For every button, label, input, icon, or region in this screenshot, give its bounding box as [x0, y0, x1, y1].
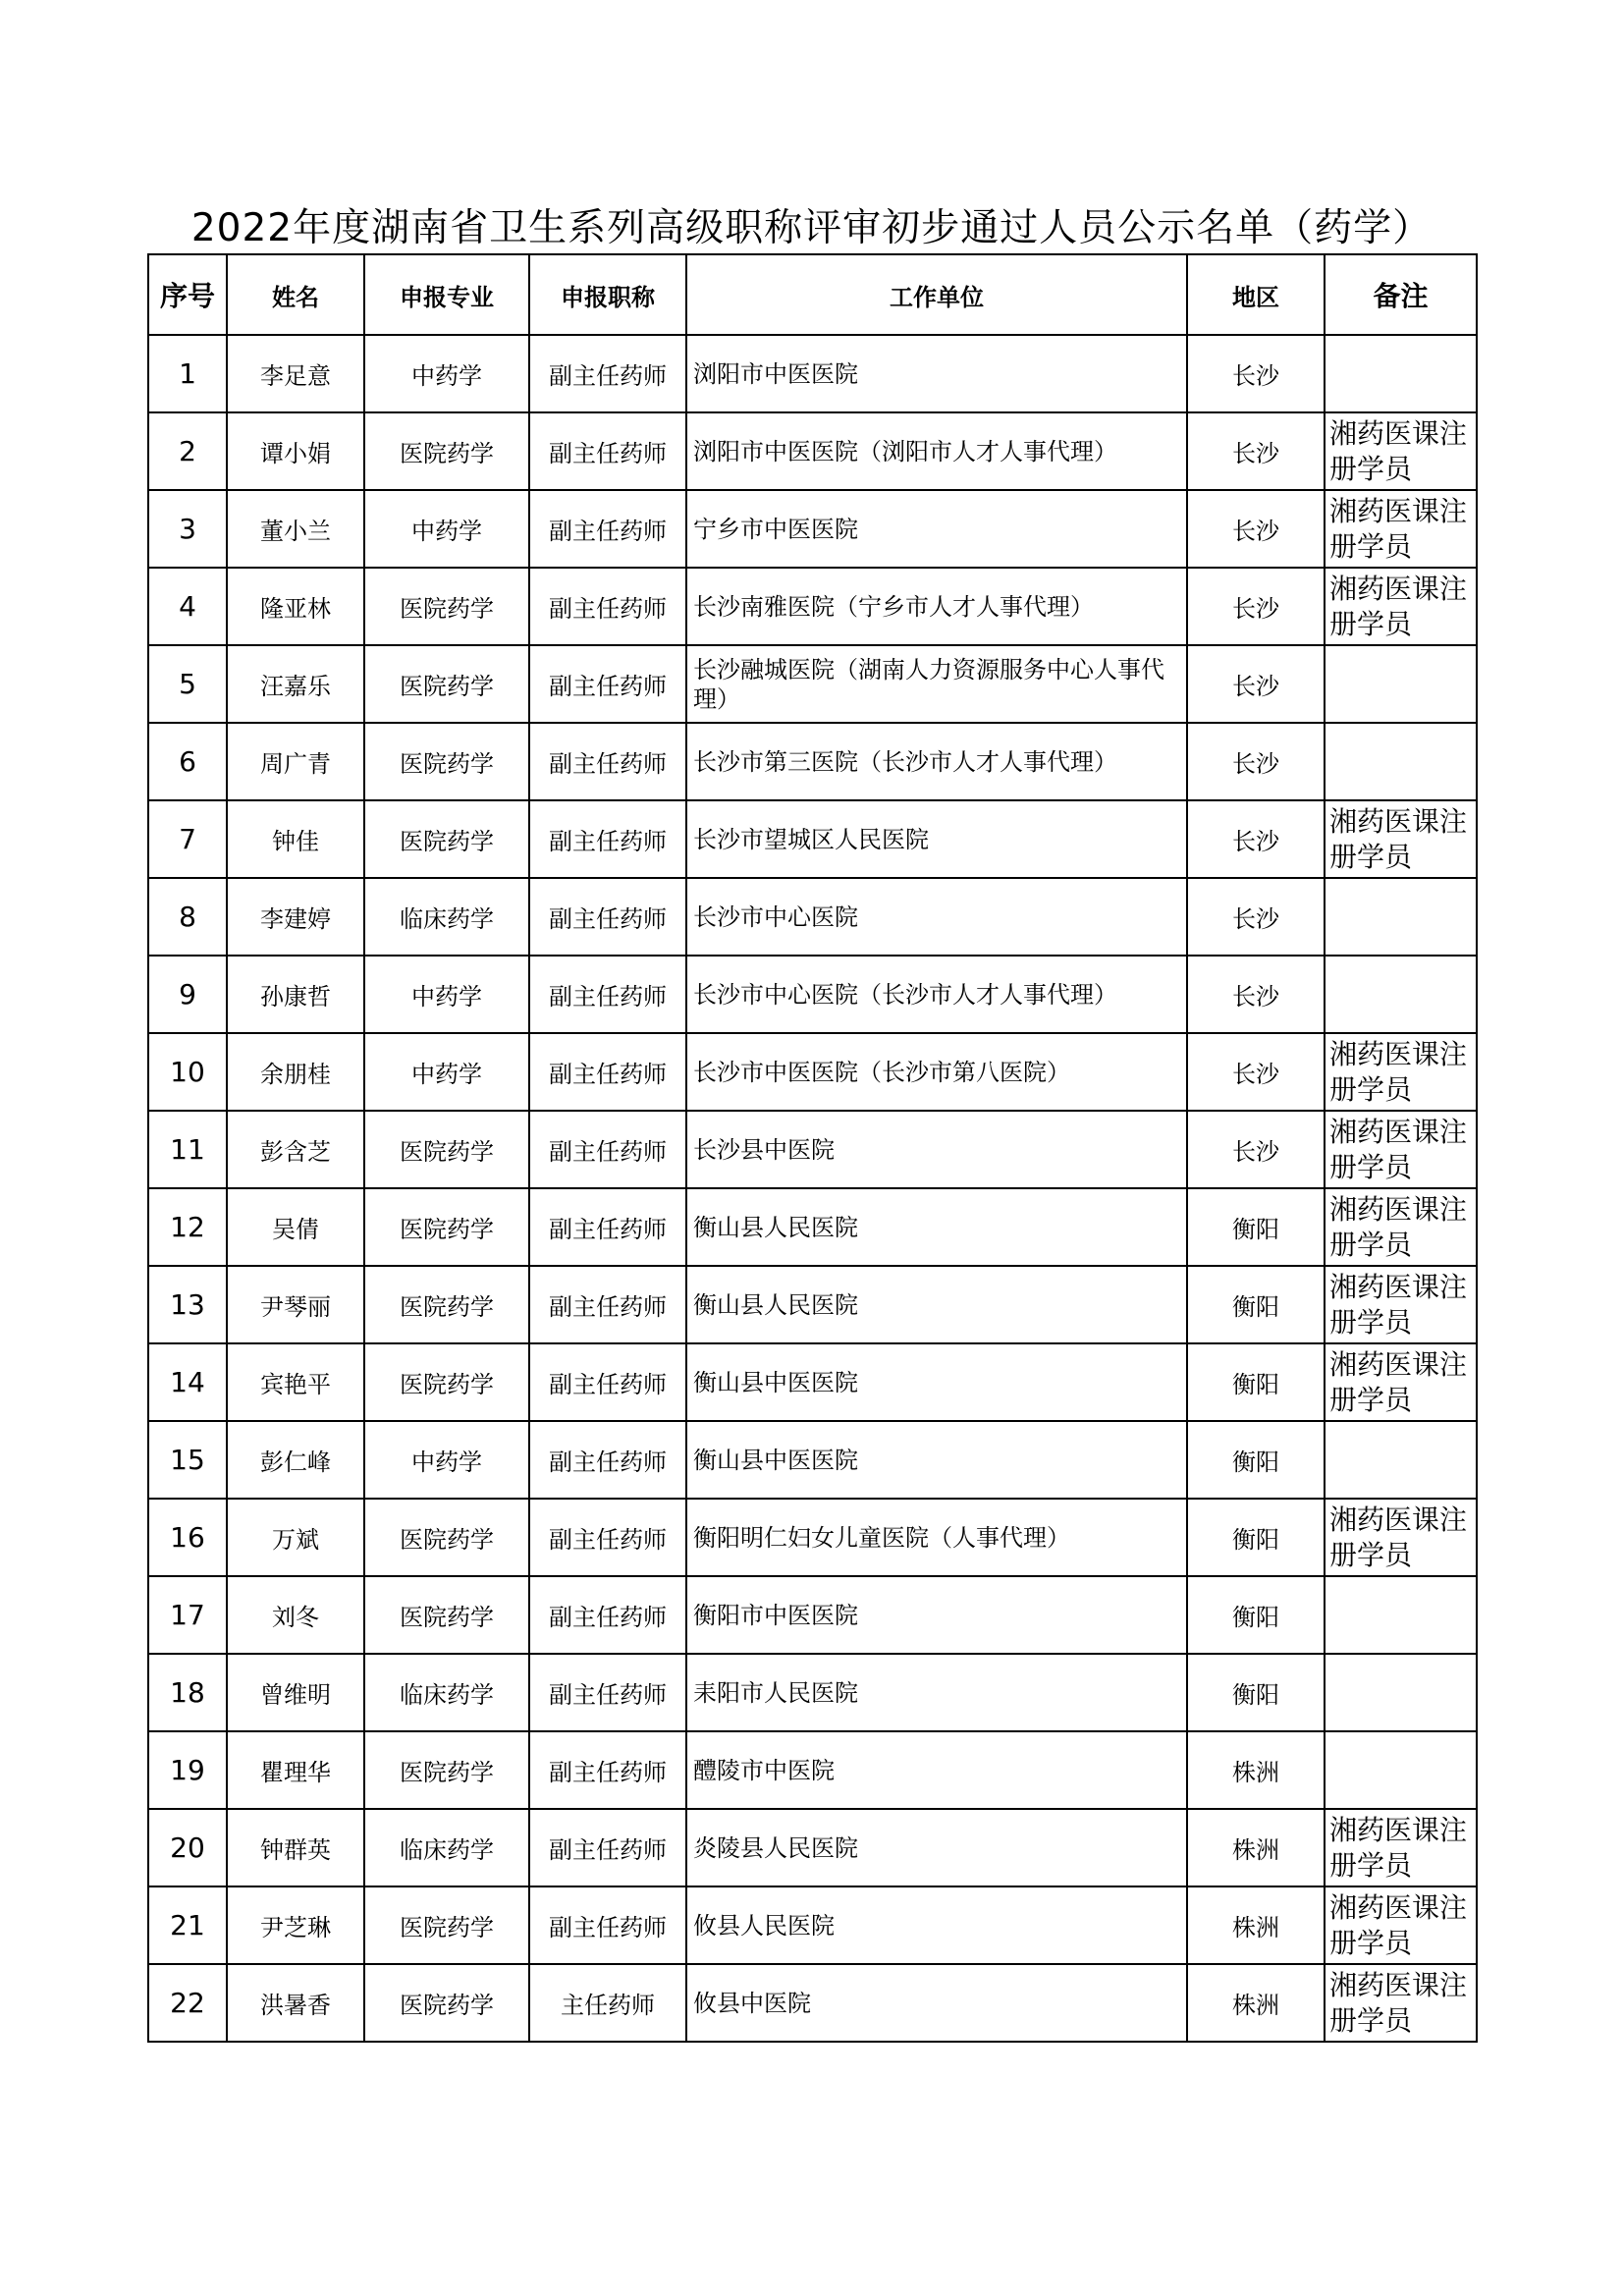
cell-specialty: 临床药学: [364, 1654, 529, 1731]
cell-region: 株洲: [1187, 1886, 1325, 1964]
cell-title: 副主任药师: [529, 1266, 686, 1343]
cell-remark: 湘药医课注册学员: [1325, 1188, 1477, 1266]
cell-remark: 湘药医课注册学员: [1325, 1499, 1477, 1576]
cell-specialty: 医院药学: [364, 645, 529, 723]
cell-region: 衡阳: [1187, 1266, 1325, 1343]
cell-name: 董小兰: [227, 490, 364, 568]
table-row: [148, 1266, 1477, 1343]
cell-title: 副主任药师: [529, 1576, 686, 1654]
cell-unit: 醴陵市中医院: [686, 1731, 1187, 1809]
cell-name: 钟佳: [227, 800, 364, 878]
cell-name: 李足意: [227, 335, 364, 412]
cell-seq: 12: [148, 1188, 227, 1266]
cell-specialty: 医院药学: [364, 412, 529, 490]
cell-seq: 10: [148, 1033, 227, 1111]
cell-region: 长沙: [1187, 1111, 1325, 1188]
cell-name: 洪暑香: [227, 1964, 364, 2042]
table-row: [148, 1809, 1477, 1886]
cell-remark: 湘药医课注册学员: [1325, 1809, 1477, 1886]
cell-region: 衡阳: [1187, 1421, 1325, 1499]
cell-region: 长沙: [1187, 1033, 1325, 1111]
cell-remark: [1325, 335, 1477, 412]
cell-seq: 2: [148, 412, 227, 490]
table-row: [148, 1964, 1477, 2042]
cell-name: 李建婷: [227, 878, 364, 956]
cell-unit: 衡山县中医医院: [686, 1421, 1187, 1499]
cell-region: 株洲: [1187, 1964, 1325, 2042]
cell-name: 瞿理华: [227, 1731, 364, 1809]
cell-remark: 湘药医课注册学员: [1325, 800, 1477, 878]
cell-unit: 长沙市第三医院（长沙市人才人事代理）: [686, 723, 1187, 800]
cell-unit: 攸县中医院: [686, 1964, 1187, 2042]
cell-region: 长沙: [1187, 878, 1325, 956]
cell-region: 衡阳: [1187, 1343, 1325, 1421]
cell-title: 副主任药师: [529, 956, 686, 1033]
cell-name: 刘冬: [227, 1576, 364, 1654]
cell-title: 副主任药师: [529, 1499, 686, 1576]
cell-region: 长沙: [1187, 412, 1325, 490]
cell-remark: [1325, 645, 1477, 723]
cell-seq: 16: [148, 1499, 227, 1576]
page-title: 2022年度湖南省卫生系列高级职称评审初步通过人员公示名单（药学）: [190, 206, 1433, 250]
cell-name: 万斌: [227, 1499, 364, 1576]
cell-title: 副主任药师: [529, 1343, 686, 1421]
cell-unit: 耒阳市人民医院: [686, 1654, 1187, 1731]
table-row: [148, 490, 1477, 568]
cell-title: 副主任药师: [529, 878, 686, 956]
cell-specialty: 中药学: [364, 490, 529, 568]
cell-title: 副主任药师: [529, 1421, 686, 1499]
cell-unit: 长沙市中医医院（长沙市第八医院）: [686, 1033, 1187, 1111]
table-row: [148, 956, 1477, 1033]
cell-unit: 衡山县中医医院: [686, 1343, 1187, 1421]
header-unit: 工作单位: [686, 254, 1187, 335]
cell-region: 衡阳: [1187, 1576, 1325, 1654]
cell-specialty: 医院药学: [364, 1499, 529, 1576]
cell-specialty: 医院药学: [364, 1964, 529, 2042]
cell-title: 副主任药师: [529, 490, 686, 568]
cell-seq: 3: [148, 490, 227, 568]
cell-title: 副主任药师: [529, 645, 686, 723]
cell-specialty: 医院药学: [364, 1731, 529, 1809]
cell-title: 副主任药师: [529, 1033, 686, 1111]
cell-specialty: 临床药学: [364, 1809, 529, 1886]
cell-title: 副主任药师: [529, 1731, 686, 1809]
cell-region: 长沙: [1187, 335, 1325, 412]
cell-remark: 湘药医课注册学员: [1325, 412, 1477, 490]
cell-specialty: 医院药学: [364, 723, 529, 800]
cell-remark: 湘药医课注册学员: [1325, 1886, 1477, 1964]
cell-seq: 4: [148, 568, 227, 645]
header-remark: 备注: [1325, 254, 1477, 335]
cell-unit: 长沙市中心医院（长沙市人才人事代理）: [686, 956, 1187, 1033]
cell-remark: 湘药医课注册学员: [1325, 1111, 1477, 1188]
table-row: [148, 1499, 1477, 1576]
cell-seq: 14: [148, 1343, 227, 1421]
cell-seq: 5: [148, 645, 227, 723]
header-seq: 序号: [148, 254, 227, 335]
cell-seq: 9: [148, 956, 227, 1033]
cell-unit: 衡山县人民医院: [686, 1266, 1187, 1343]
cell-specialty: 医院药学: [364, 1343, 529, 1421]
cell-region: 衡阳: [1187, 1188, 1325, 1266]
cell-seq: 7: [148, 800, 227, 878]
cell-remark: [1325, 1421, 1477, 1499]
cell-title: 副主任药师: [529, 723, 686, 800]
cell-region: 衡阳: [1187, 1499, 1325, 1576]
cell-title: 副主任药师: [529, 1188, 686, 1266]
cell-unit: 长沙市中心医院: [686, 878, 1187, 956]
cell-remark: 湘药医课注册学员: [1325, 490, 1477, 568]
header-title: 申报职称: [529, 254, 686, 335]
header-specialty: 申报专业: [364, 254, 529, 335]
cell-title: 副主任药师: [529, 1809, 686, 1886]
cell-seq: 21: [148, 1886, 227, 1964]
cell-remark: [1325, 1576, 1477, 1654]
cell-name: 彭仁峰: [227, 1421, 364, 1499]
cell-seq: 22: [148, 1964, 227, 2042]
cell-specialty: 中药学: [364, 335, 529, 412]
table-header-row: [148, 254, 1477, 335]
table-row: [148, 800, 1477, 878]
table-row: [148, 1033, 1477, 1111]
cell-title: 副主任药师: [529, 568, 686, 645]
cell-region: 长沙: [1187, 568, 1325, 645]
cell-specialty: 医院药学: [364, 1188, 529, 1266]
table-row: [148, 1576, 1477, 1654]
cell-unit: 长沙南雅医院（宁乡市人才人事代理）: [686, 568, 1187, 645]
cell-unit: 宁乡市中医医院: [686, 490, 1187, 568]
cell-remark: [1325, 1731, 1477, 1809]
cell-specialty: 医院药学: [364, 1576, 529, 1654]
cell-name: 尹芝琳: [227, 1886, 364, 1964]
table-row: [148, 1111, 1477, 1188]
cell-region: 衡阳: [1187, 1654, 1325, 1731]
cell-name: 曾维明: [227, 1654, 364, 1731]
cell-unit: 长沙融城医院（湖南人力资源服务中心人事代理）: [686, 645, 1187, 723]
cell-remark: [1325, 1654, 1477, 1731]
table-row: [148, 335, 1477, 412]
cell-specialty: 医院药学: [364, 800, 529, 878]
cell-title: 主任药师: [529, 1964, 686, 2042]
cell-region: 长沙: [1187, 645, 1325, 723]
cell-seq: 15: [148, 1421, 227, 1499]
cell-remark: 湘药医课注册学员: [1325, 1266, 1477, 1343]
cell-seq: 13: [148, 1266, 227, 1343]
cell-title: 副主任药师: [529, 1886, 686, 1964]
cell-name: 周广青: [227, 723, 364, 800]
cell-name: 宾艳平: [227, 1343, 364, 1421]
cell-name: 汪嘉乐: [227, 645, 364, 723]
cell-title: 副主任药师: [529, 800, 686, 878]
cell-remark: [1325, 723, 1477, 800]
cell-region: 株洲: [1187, 1731, 1325, 1809]
header-region: 地区: [1187, 254, 1325, 335]
cell-unit: 衡阳市中医医院: [686, 1576, 1187, 1654]
cell-specialty: 中药学: [364, 1421, 529, 1499]
cell-title: 副主任药师: [529, 1654, 686, 1731]
cell-region: 长沙: [1187, 723, 1325, 800]
cell-seq: 11: [148, 1111, 227, 1188]
cell-region: 长沙: [1187, 490, 1325, 568]
cell-region: 长沙: [1187, 956, 1325, 1033]
table-row: [148, 568, 1477, 645]
cell-specialty: 医院药学: [364, 568, 529, 645]
cell-seq: 6: [148, 723, 227, 800]
cell-specialty: 医院药学: [364, 1111, 529, 1188]
table-row: [148, 1343, 1477, 1421]
cell-seq: 19: [148, 1731, 227, 1809]
table-row: [148, 723, 1477, 800]
cell-unit: 衡阳明仁妇女儿童医院（人事代理）: [686, 1499, 1187, 1576]
cell-seq: 20: [148, 1809, 227, 1886]
table-row: [148, 1886, 1477, 1964]
cell-seq: 1: [148, 335, 227, 412]
cell-specialty: 医院药学: [364, 1266, 529, 1343]
cell-remark: [1325, 878, 1477, 956]
cell-remark: 湘药医课注册学员: [1325, 1033, 1477, 1111]
cell-region: 长沙: [1187, 800, 1325, 878]
cell-specialty: 中药学: [364, 1033, 529, 1111]
cell-specialty: 医院药学: [364, 1886, 529, 1964]
cell-unit: 浏阳市中医医院（浏阳市人才人事代理）: [686, 412, 1187, 490]
table-row: [148, 1421, 1477, 1499]
cell-specialty: 中药学: [364, 956, 529, 1033]
cell-name: 尹琴丽: [227, 1266, 364, 1343]
cell-remark: [1325, 956, 1477, 1033]
cell-unit: 炎陵县人民医院: [686, 1809, 1187, 1886]
cell-seq: 18: [148, 1654, 227, 1731]
table-row: [148, 1188, 1477, 1266]
roster-table: [147, 253, 1478, 2043]
cell-name: 隆亚林: [227, 568, 364, 645]
cell-name: 余朋桂: [227, 1033, 364, 1111]
cell-name: 彭含芝: [227, 1111, 364, 1188]
cell-title: 副主任药师: [529, 1111, 686, 1188]
cell-region: 株洲: [1187, 1809, 1325, 1886]
cell-specialty: 临床药学: [364, 878, 529, 956]
header-name: 姓名: [227, 254, 364, 335]
cell-remark: 湘药医课注册学员: [1325, 568, 1477, 645]
cell-name: 钟群英: [227, 1809, 364, 1886]
cell-remark: 湘药医课注册学员: [1325, 1964, 1477, 2042]
cell-unit: 攸县人民医院: [686, 1886, 1187, 1964]
cell-seq: 8: [148, 878, 227, 956]
table-row: [148, 1654, 1477, 1731]
table-row: [148, 878, 1477, 956]
cell-unit: 长沙市望城区人民医院: [686, 800, 1187, 878]
cell-name: 吴倩: [227, 1188, 364, 1266]
cell-title: 副主任药师: [529, 335, 686, 412]
table-row: [148, 1731, 1477, 1809]
table-row: [148, 412, 1477, 490]
cell-seq: 17: [148, 1576, 227, 1654]
cell-title: 副主任药师: [529, 412, 686, 490]
cell-unit: 浏阳市中医医院: [686, 335, 1187, 412]
cell-unit: 衡山县人民医院: [686, 1188, 1187, 1266]
table-row: [148, 645, 1477, 723]
cell-unit: 长沙县中医院: [686, 1111, 1187, 1188]
cell-name: 孙康哲: [227, 956, 364, 1033]
cell-remark: 湘药医课注册学员: [1325, 1343, 1477, 1421]
cell-name: 谭小娟: [227, 412, 364, 490]
